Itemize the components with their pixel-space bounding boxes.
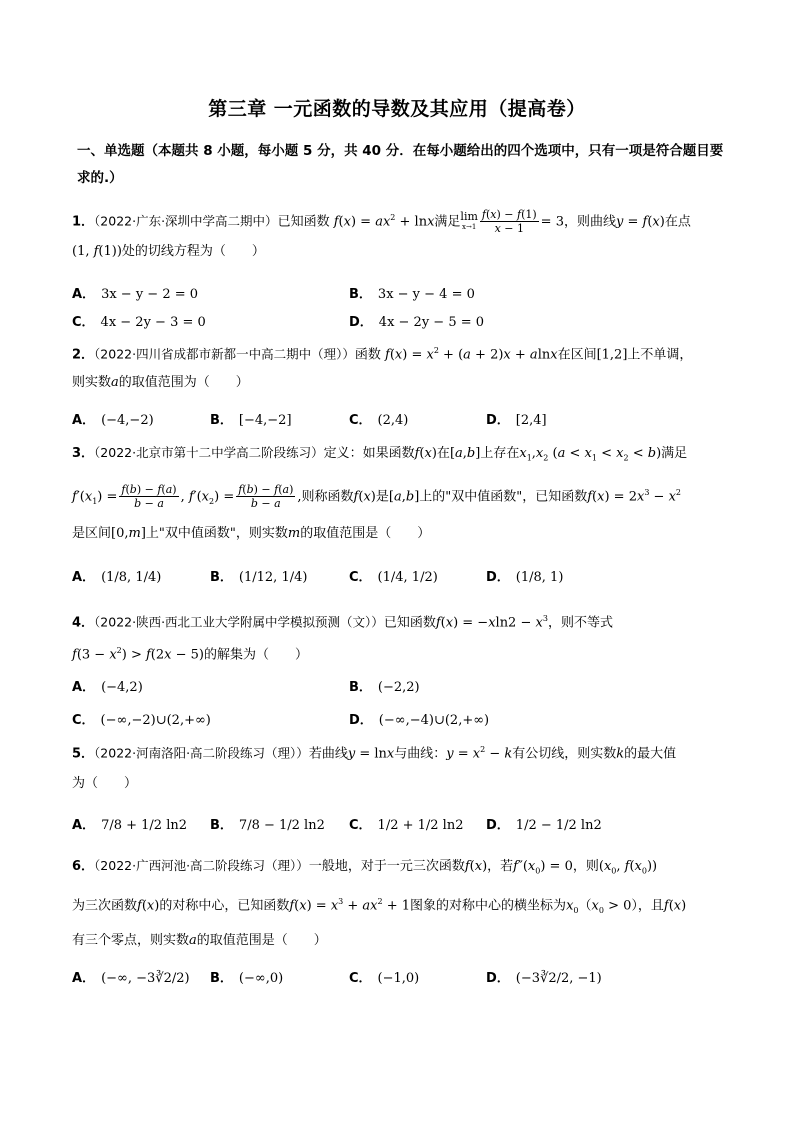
question-1: 1．（2022·广东·深圳中学高二期中）已知函数 $f(x) = ax^2 + \ln x$满足lim x→1 $\frac{f(x) - f(1)}{x - 1}$ = 3，则曲线y = f(x)在点 (1, f(1))处的切线方程为（ ）: [72, 208, 691, 259]
option-row: [72, 676, 727, 700]
question-source: （2022·陕西·西北工业大学附属中学模拟预测（文））: [94, 614, 384, 630]
option-row: [72, 409, 727, 433]
question-text: 定义：如果函数: [323, 446, 415, 461]
option-row: [72, 814, 727, 838]
page-title: 第三章 一元函数的导数及其应用（提高卷）: [208, 98, 586, 120]
question-number: 2．: [72, 347, 95, 363]
question-text: 处的切线方程为（ ）: [121, 244, 265, 259]
option-b[interactable]: B． (1/12, 1/4): [210, 570, 308, 585]
option-a[interactable]: A． (−∞, −3∛2/2): [72, 971, 190, 986]
question-5: 5．（2022·河南洛阳·高二阶段练习（理））若曲线y = lnx与曲线：$y = x^2 - k$有公切线，则实数k的最大值 为（ ）: [72, 745, 677, 792]
question-text: 一般地，对于一元三次函数: [308, 859, 465, 874]
question-source: （2022·四川省成都市新都一中高二期中（理））: [94, 346, 355, 362]
question-text: 为三次函数: [72, 897, 138, 913]
question-text: 是区间: [72, 525, 112, 541]
option-a[interactable]: A． 3x − y − 2 = 0: [72, 287, 199, 302]
question-number: 4．: [72, 615, 95, 631]
option-b[interactable]: B． (−2,2): [349, 680, 420, 695]
question-text: ，则不等式: [547, 615, 613, 631]
question-text: 函数: [354, 347, 381, 363]
option-d[interactable]: D． 1/2 − 1/2 ln2: [486, 818, 602, 833]
question-text: ，若: [487, 859, 514, 874]
option-b[interactable]: B． (−∞,0): [210, 971, 284, 986]
question-2: 2．（2022·四川省成都市新都一中高二期中（理））函数 $f(x) = x^2 + (a + 2)x + alnx$在区间[1,2]上不单调， 则实数a的取值范围为（ ）: [72, 346, 693, 391]
question-text: 的最大值: [624, 746, 677, 762]
question-number: 3．: [72, 446, 95, 461]
option-d[interactable]: D． [2,4]: [486, 413, 547, 428]
question-4: 4．（2022·陕西·西北工业大学附属中学模拟预测（文））已知函数$f(x) = -xln2 - x^3$，则不等式 $f(3 - x^2) > f(2x - 5)$的解集为（ ）: [72, 614, 613, 663]
question-text: 在区间: [557, 347, 597, 363]
question-text: 有三个零点，则实数: [72, 932, 190, 948]
option-c[interactable]: C． (1/4, 1/2): [349, 570, 438, 585]
option-b[interactable]: B． [−4,−2]: [210, 413, 292, 428]
question-text: 若曲线: [308, 746, 348, 762]
question-number: 6．: [72, 859, 95, 874]
question-source: （2022·广东·深圳中学高二期中）: [94, 213, 278, 229]
option-c[interactable]: C． (2,4): [349, 413, 409, 428]
option-a[interactable]: A． (−4,−2): [72, 413, 154, 428]
option-a[interactable]: A． 7/8 + 1/2 ln2: [72, 818, 187, 833]
question-3: 3．（2022·北京市第十二中学高二阶段练习）定义：如果函数f(x)在[a,b]上存在$x_1,x_2$ $(a < x_1 < x_2 < b)$满足 $f'(x_1)$ = $\frac{f(b) - f(a)}{b - a}$ , $f'(x_2)$ = $\frac{f(b) - f(a)}{b - a}$ ,则称函数f(x)是[a,b]上的"双中值函数"，已知函数$f(x) = 2x^3 - x^2$ 是区间[0,m]上"双中值函数"，则实数m的取值范围是（ ）: [72, 445, 688, 541]
question-text: 与曲线：: [394, 746, 447, 762]
option-row: [72, 283, 727, 307]
question-text: 的对称中心，已知函数: [159, 897, 290, 913]
option-row: [72, 967, 727, 991]
question-source: （2022·广西河池·高二阶段练习（理））: [94, 858, 309, 873]
question-text: ，则曲线: [563, 214, 616, 230]
question-text: 的取值范围为（ ）: [118, 375, 249, 391]
section-heading: 一、单选题（本题共 8 小题，每小题 5 分，共 40 分．在每小题给出的四个选项中，只有一项是符合题目要求的.）: [77, 143, 724, 186]
option-d[interactable]: D． (−3∛2/2, −1): [486, 971, 602, 986]
question-text: 上存在: [480, 446, 520, 461]
question-source: （2022·北京市第十二中学高二阶段练习）: [94, 445, 324, 460]
option-d[interactable]: D． (1/8, 1): [486, 570, 564, 585]
option-row: [72, 311, 727, 335]
question-text: 在: [436, 446, 450, 461]
question-text: 有公切线，则实数: [512, 746, 617, 762]
question-text: 已知函数: [277, 214, 330, 230]
question-text: 满足: [661, 446, 688, 461]
limit-expression: lim x→1: [460, 209, 478, 231]
option-d[interactable]: D． (−∞,−4)∪(2,+∞): [349, 713, 490, 728]
question-text: 的取值范围是（ ）: [300, 525, 431, 541]
question-text: 的取值范围是（ ）: [196, 932, 327, 948]
question-text: ，则: [572, 859, 599, 874]
question-text: 上不单调，: [627, 347, 693, 363]
question-text: 是: [375, 488, 389, 504]
option-b[interactable]: B． 3x − y − 4 = 0: [349, 287, 475, 302]
question-text: ，且: [637, 897, 664, 913]
option-c[interactable]: C． 4x − 2y − 3 = 0: [72, 315, 206, 330]
question-text: 为（ ）: [72, 776, 138, 792]
question-text: 已知函数: [383, 615, 436, 631]
question-text: 上"双中值函数"，则实数: [145, 525, 288, 541]
question-text: 在点: [664, 214, 691, 230]
question-source: （2022·河南洛阳·高二阶段练习（理））: [94, 745, 309, 761]
option-c[interactable]: C． (−∞,−2)∪(2,+∞): [72, 713, 211, 728]
question-number: 1．: [72, 214, 95, 230]
question-6: 6．（2022·广西河池·高二阶段练习（理））一般地，对于一元三次函数f(x)，若$f''(x_0) = 0$，则($x_0$, $f(x_0)$) 为三次函数f(x)的对称中心，已知函数$f(x) = x^3 + ax^2 + 1$图象的对称中心的横坐标为$x_0(x_0 > 0)$，且f(x) 有三个零点，则实数a的取值范围是（ ）: [72, 858, 687, 948]
option-a[interactable]: A． (1/8, 1/4): [72, 570, 162, 585]
question-text: 满足: [434, 214, 461, 230]
option-a[interactable]: A． (−4,2): [72, 680, 143, 695]
option-d[interactable]: D． 4x − 2y − 5 = 0: [349, 315, 485, 330]
question-text: 图象的对称中心的横坐标为: [410, 897, 567, 913]
option-b[interactable]: B． 7/8 − 1/2 ln2: [210, 818, 325, 833]
question-number: 5．: [72, 746, 95, 762]
question-text: 则实数: [72, 375, 112, 391]
option-row: [72, 566, 727, 590]
question-text: 则称函数: [301, 488, 354, 504]
option-c[interactable]: C． 1/2 + 1/2 ln2: [349, 818, 464, 833]
question-text: 的解集为（ ）: [203, 647, 308, 663]
option-c[interactable]: C． (−1,0): [349, 971, 420, 986]
option-row: [72, 709, 727, 733]
question-text: 上的"双中值函数"，已知函数: [419, 488, 588, 504]
